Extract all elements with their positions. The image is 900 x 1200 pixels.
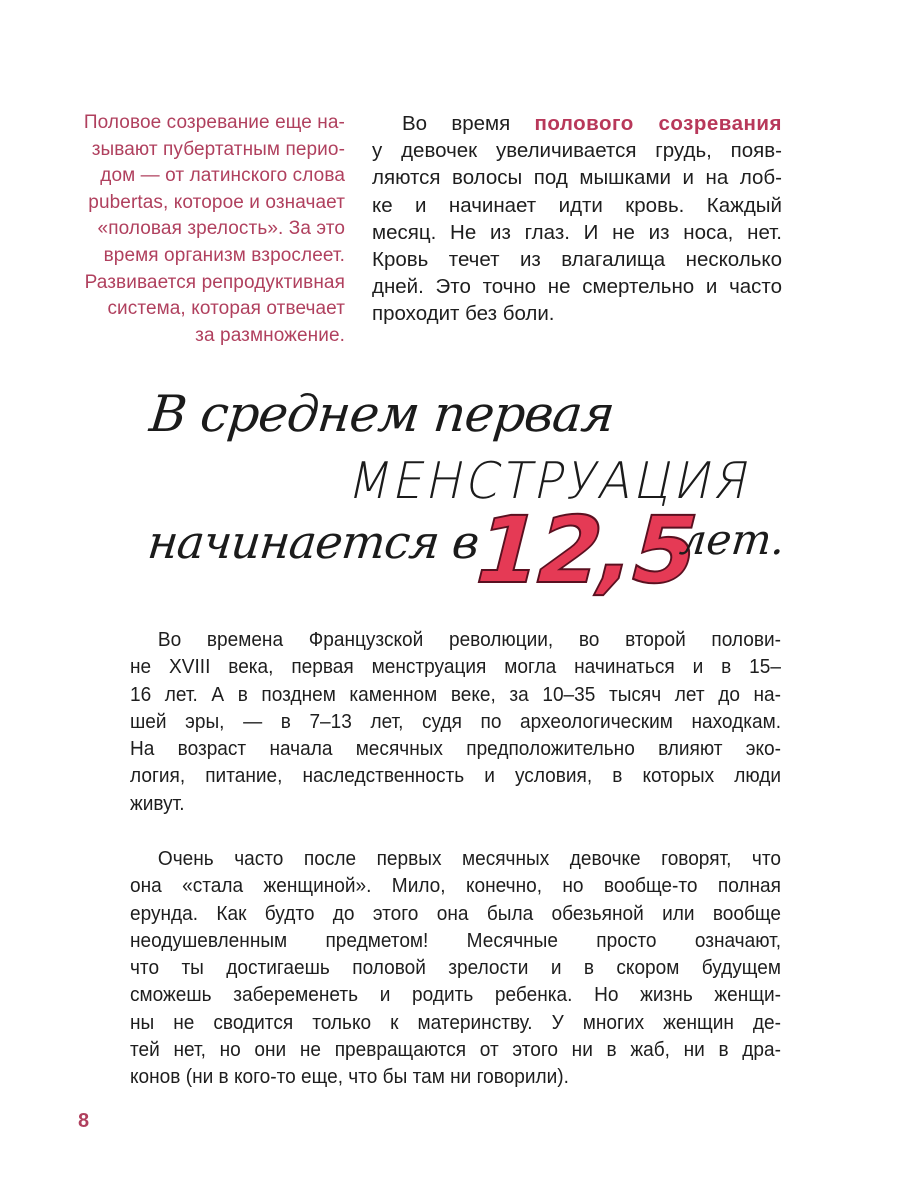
callout-line-1: В среднем первая [146, 385, 617, 443]
paragraph-line: шей эры, — в 7–13 лет, судя по археологическим находкам. [130, 709, 781, 733]
paragraph-line: живут. [130, 791, 185, 815]
callout-line-2: МЕНСТРУАЦИЯ [343, 451, 758, 511]
intro-line: дней. Это точно не смертельно и часто [372, 275, 782, 299]
callout-line-3-prefix: начинается в [145, 515, 481, 569]
paragraph-line: неодушевленным предметом! Месячные просто означают, [130, 928, 781, 952]
handwritten-callout [140, 385, 790, 605]
intro-line: проходит без боли. [372, 302, 555, 326]
paragraph-line: конов (ни в кого-то еще, что бы там ни говорили). [130, 1065, 569, 1089]
sidenote-line: Развивается репродуктивная [84, 271, 345, 293]
intro-line: ке и начинает идти кровь. Каждый [372, 193, 782, 217]
sidenote-line: время организм взрослеет. [103, 244, 345, 266]
sidenote-line: зывают пубертатным перио- [91, 138, 345, 160]
intro-line: у девочек увеличивается грудь, появ- [372, 139, 782, 163]
paragraph-line: ны не сводится только к материнству. У многих женщин де- [130, 1010, 781, 1034]
sidenote-line: за размножение. [195, 324, 345, 346]
callout-line-3-suffix: лет. [677, 515, 788, 564]
sidenote-line: система, которая отвечает [107, 298, 345, 320]
paragraph-line: логия, питание, наследственность и условия, в которых люди [130, 764, 781, 788]
intro-prefix: Во время [402, 112, 511, 135]
paragraph-line: тей нет, но они не превращаются от этого ни в жаб, ни в дра- [130, 1038, 781, 1062]
paragraph-line: На возраст начала месячных предположительно влияют эко- [130, 737, 781, 761]
paragraph-line: не XVIII века, первая менструация могла начинаться и в 15– [130, 655, 781, 679]
paragraph-line: сможешь забеременеть и родить ребенка. Но жизнь женщи- [130, 983, 781, 1007]
intro-line: месяц. Не из глаз. И не из носа, нет. [372, 220, 782, 244]
page-number: 8 [78, 1110, 90, 1132]
intro-line [372, 110, 782, 137]
sidenote-line: pubertas, которое и означает [88, 191, 345, 213]
sidenote [55, 110, 345, 349]
sidenote-line: «половая зрелость». За это [97, 218, 345, 240]
intro-line: Кровь течет из влагалища несколько [372, 248, 782, 272]
paragraph-line: 16 лет. А в позднем каменном веке, за 10–35 тысяч лет до на- [130, 682, 781, 706]
body-paragraph-womanhood [130, 845, 781, 1091]
paragraph-line: она «стала женщиной». Мило, конечно, но вообще-то полная [130, 874, 781, 898]
sidenote-line: дом — от латинского слова [100, 165, 345, 187]
paragraph-line: ерунда. Как будто до этого она была обезьяной или вообще [130, 901, 781, 925]
paragraph-line: что ты достигаешь половой зрелости и в скором будущем [130, 956, 781, 980]
callout-age-number: 12,5 [462, 497, 709, 604]
paragraph-line: Очень часто после первых месячных девочке говорят, что [157, 847, 781, 870]
paragraph-line: Во времена Французской революции, во второй полови- [157, 628, 781, 651]
highlight-term: полового созревания [534, 112, 782, 135]
sidenote-line: Половое созревание еще на- [83, 112, 345, 133]
intro-paragraph [372, 110, 782, 328]
intro-line: ляются волосы под мышками и на лоб- [372, 166, 782, 190]
body-paragraph-history [130, 626, 781, 817]
